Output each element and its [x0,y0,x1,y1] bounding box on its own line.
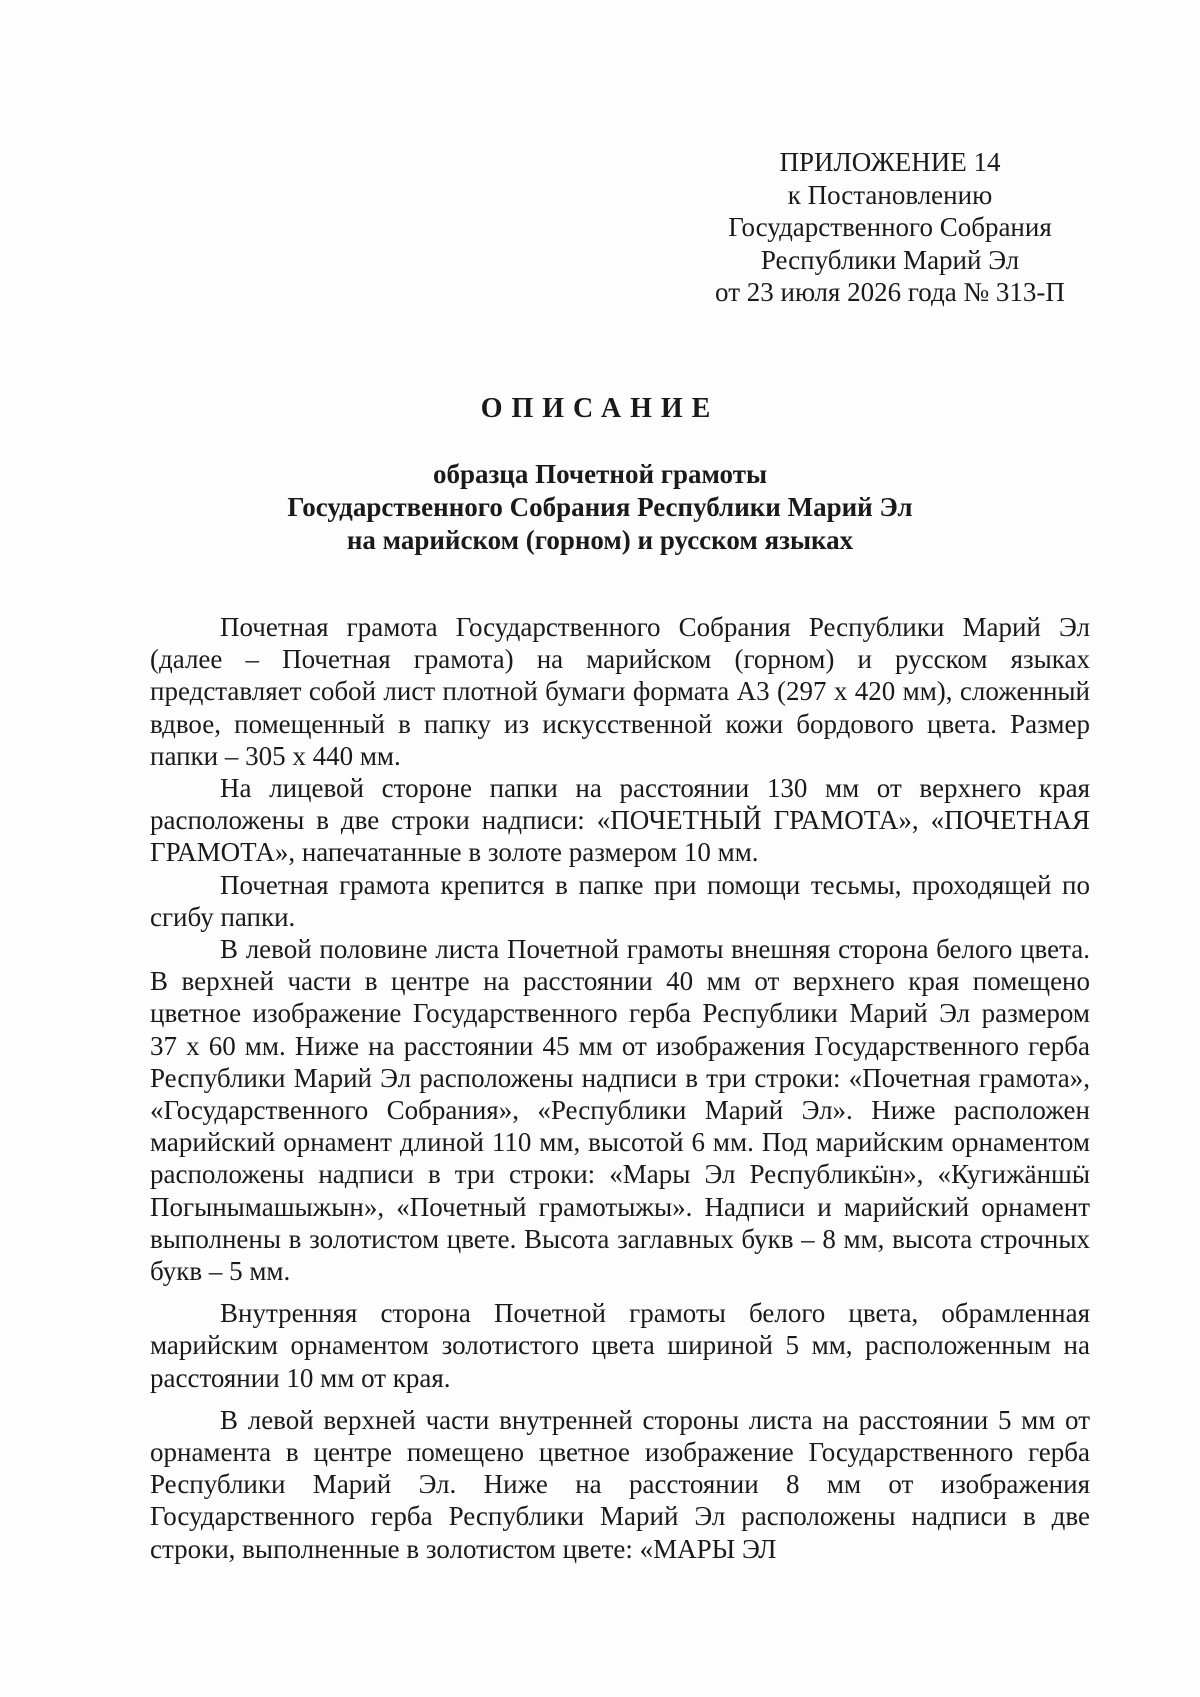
appendix-header [660,146,1120,309]
document-body [150,611,1090,1565]
paragraph: На лицевой стороне папки на расстоянии 130 мм от верхнего края расположены в две строки надписи: «ПОЧЕТНЫЙ ГРАМОТА», «ПОЧЕТНАЯ ГРАМОТА», напечатанные в золоте размером 10 мм. [150,773,1090,868]
paragraph: Внутренняя сторона Почетной грамоты белого цвета, обрамленная марийским орнаментом золотистого цвета шириной 5 мм, расположенным на расстоянии 10 мм от края. [150,1298,1090,1393]
appendix-line: Республики Марий Эл [760,244,1020,275]
paragraph: Почетная грамота Государственного Собрания Республики Марий Эл (далее – Почетная грамота) на марийском (горном) и русском языках представляет собой лист плотной бумаги формата А3 (297 х 420 мм), сложенный вдвое, помещенный в папку из искусственной кожи бордового цвета. Размер папки – 305 х 440 мм. [150,612,1090,771]
paragraph: В левой половине листа Почетной грамоты внешняя сторона белого цвета. В верхней части в центре на расстоянии 40 мм от верхнего края помещено цветное изображение Государственного герба Республики Марий Эл размером 37 х 60 мм. Ниже на расстоянии 45 мм от изображения Государственного герба Республики Марий Эл расположены надписи в три строки: «Почетная грамота», «Государственного Собрания», «Республики Марий Эл». Ниже расположен марийский орнамент длиной 110 мм, высотой 6 мм. Под марийским орнаментом расположены надписи в три строки: «Мары Эл Республикӹн», «Кугижӓншӹ Погынымашыжын», «Почетный грамотыжы». Надписи и марийский орнамент выполнены в золотистом цвете. Высота заглавных букв – 8 мм, высота строчных букв – 5 мм. [150,934,1090,1287]
subtitle-line: на марийском (горном) и русском языках [346,525,854,555]
appendix-line: к Постановлению [787,179,993,210]
document-title: ОПИСАНИЕ [480,393,720,424]
appendix-number: ПРИЛОЖЕНИЕ 14 [779,147,1001,177]
appendix-date: от 23 июля 2026 года № 313-П [715,277,1065,307]
document-subtitle [0,458,1200,557]
subtitle-line: Государственного Собрания Республики Марий Эл [287,492,913,522]
paragraph: В левой верхней части внутренней стороны листа на расстоянии 5 мм от орнамента в центре помещено цветное изображение Государственного герба Республики Марий Эл. Ниже на расстоянии 8 мм от изображения Государственного герба Республики Марий Эл расположены надписи в две строки, выполненные в золотистом цвете: «МАРЫ ЭЛ [150,1404,1090,1564]
subtitle-line: образца Почетной грамоты [432,459,768,489]
paragraph: Почетная грамота крепится в папке при помощи тесьмы, проходящей по сгибу папки. [150,869,1090,932]
appendix-line: Государственного Собрания [728,212,1052,242]
